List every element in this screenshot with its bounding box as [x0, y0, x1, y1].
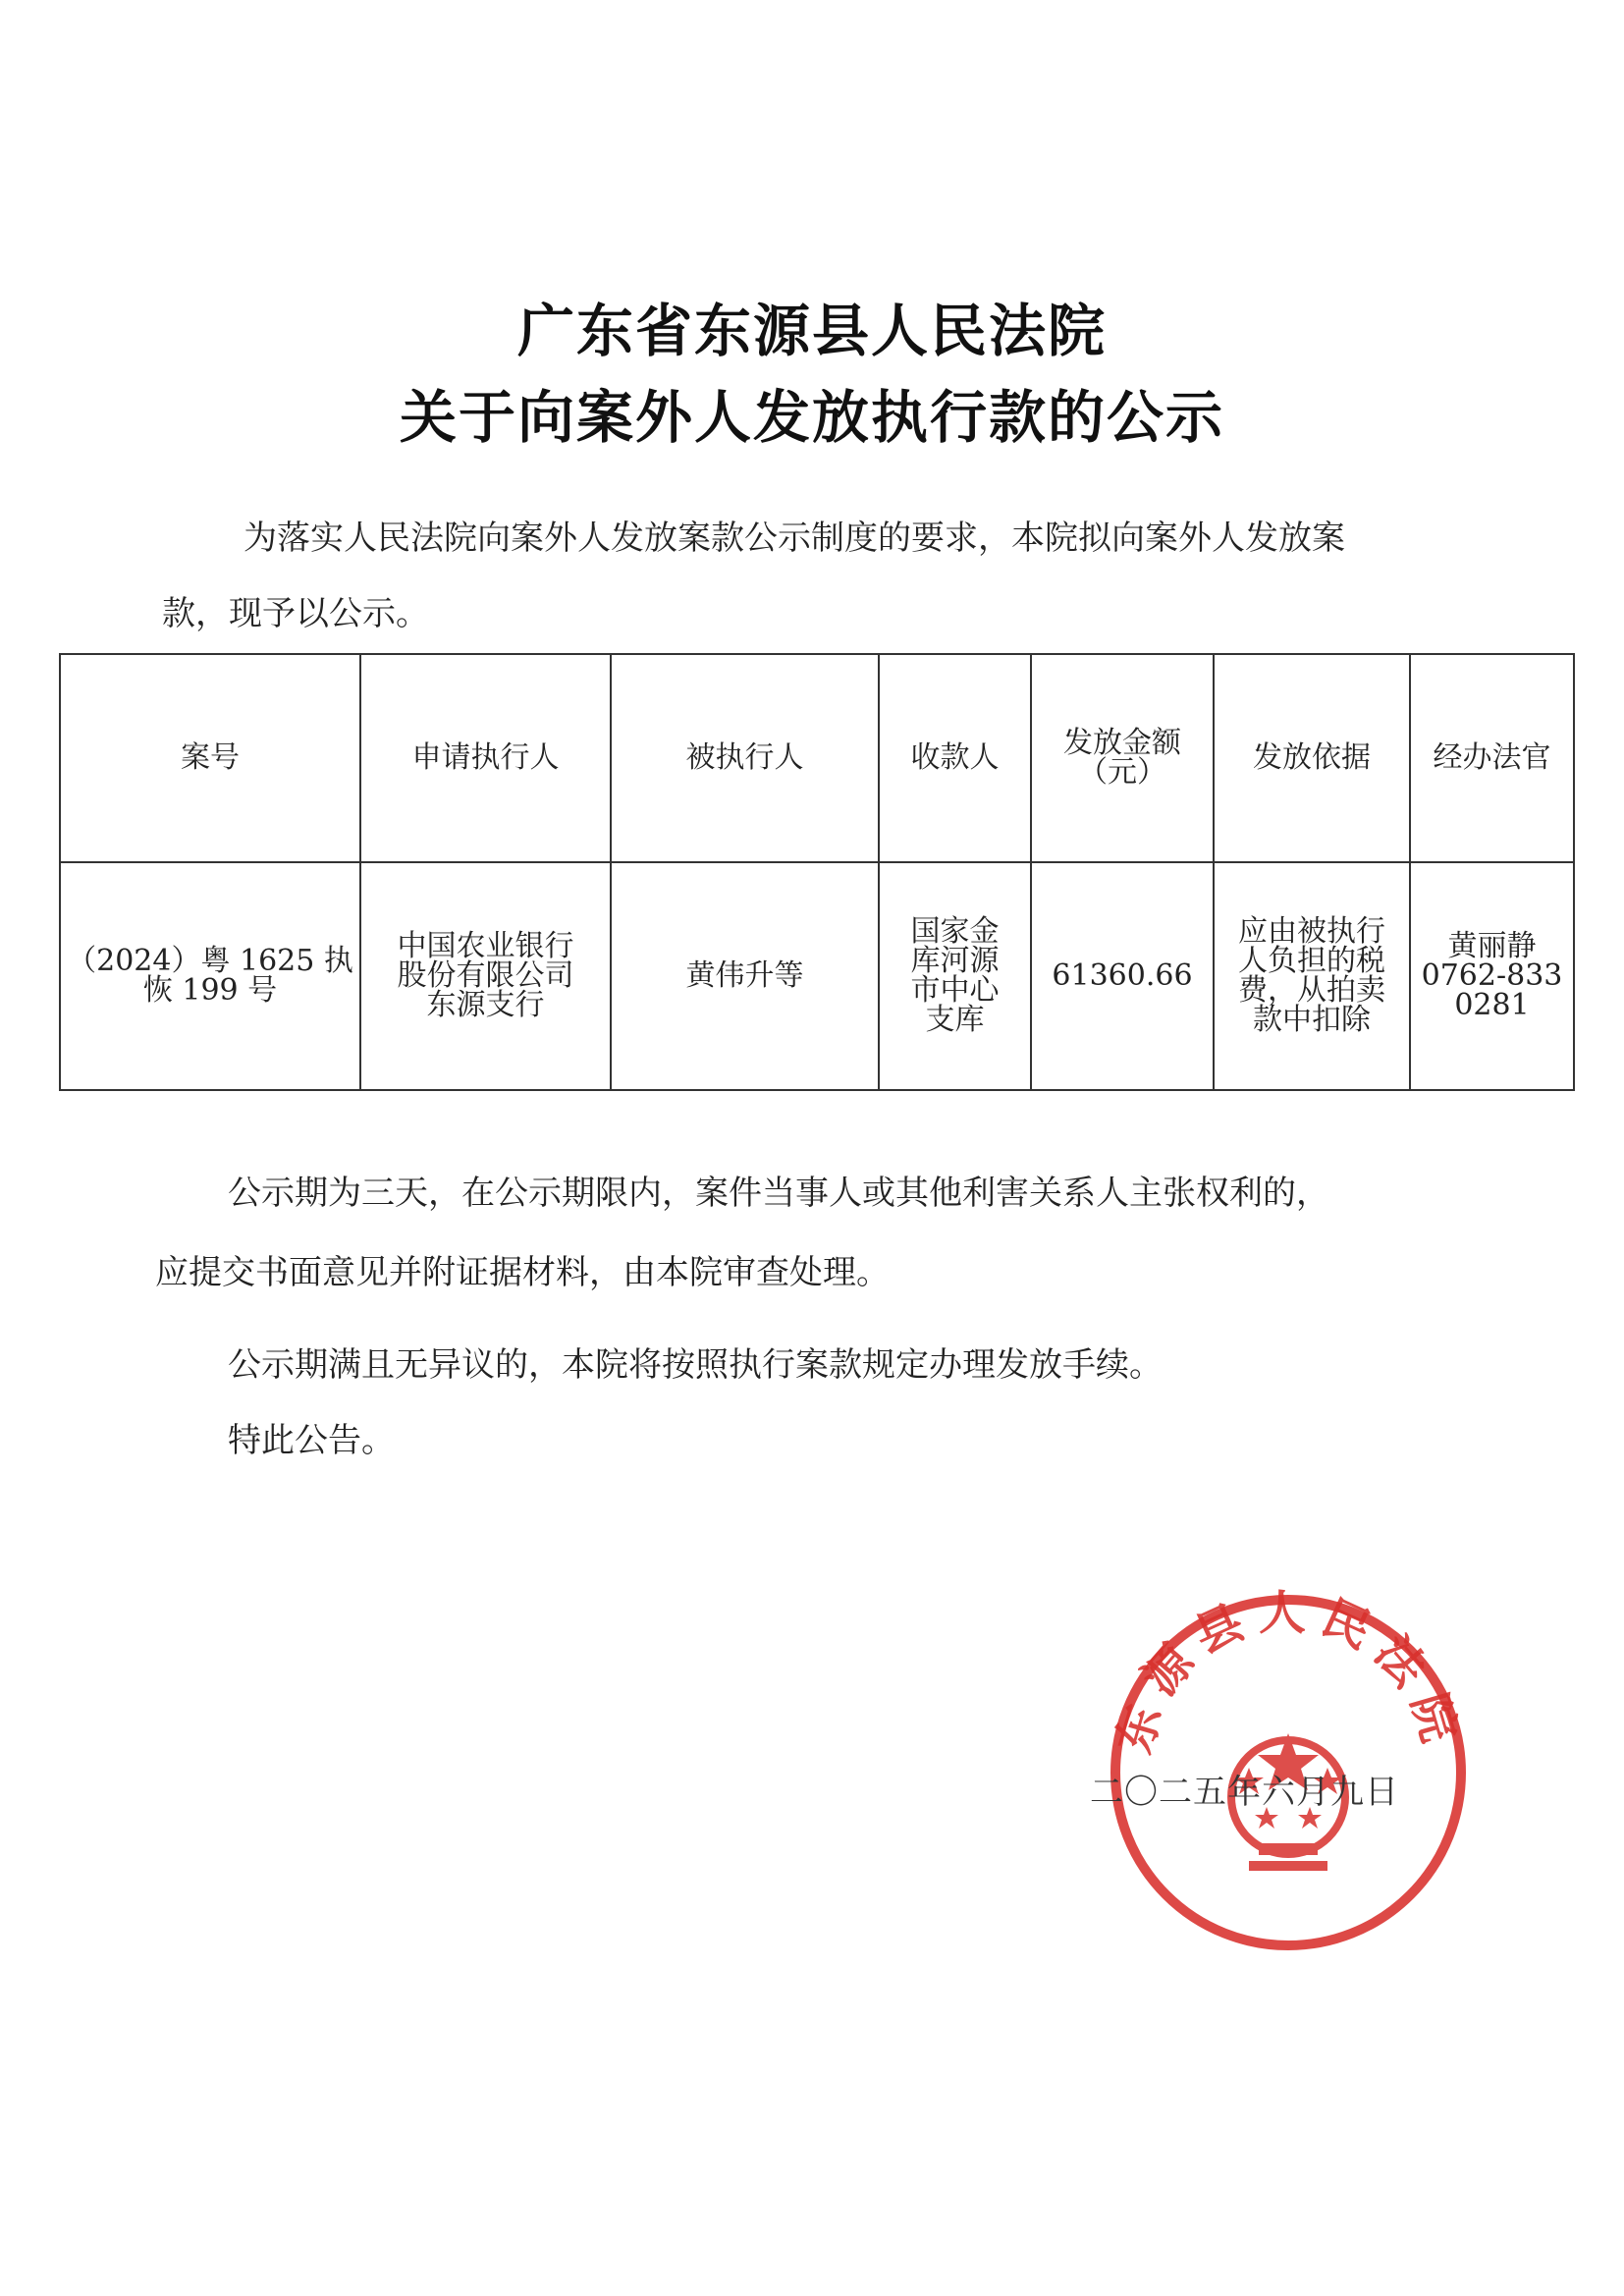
cell-respondent: 黄伟升等 — [611, 862, 879, 1090]
header-payee: 收款人 — [879, 654, 1031, 862]
basis-l4: 款中扣除 — [1253, 1003, 1371, 1037]
officer-phone-l1: 0762-833 — [1421, 958, 1563, 993]
seal-text: 东源县人民法院 — [1106, 1586, 1471, 1760]
payee-l1: 国家金 — [910, 914, 1000, 949]
applicant-l3: 东源支行 — [426, 988, 545, 1022]
header-amount-l2: （元） — [1078, 755, 1166, 790]
case-no-l2: 恢 199 号 — [142, 973, 278, 1008]
cell-payee — [879, 862, 1031, 1090]
officer-phone-l2: 0281 — [1454, 988, 1530, 1022]
cell-officer — [1410, 862, 1574, 1090]
header-basis: 发放依据 — [1214, 654, 1410, 862]
basis-l2: 人负担的税 — [1238, 944, 1385, 978]
para3: 特此公告。 — [228, 1421, 395, 1460]
header-amount-l1: 发放金额 — [1063, 726, 1181, 760]
header-amount — [1031, 654, 1214, 862]
table-row — [60, 862, 1574, 1090]
issue-date: 二〇二五年六月九日 — [1090, 1773, 1399, 1812]
payee-l4: 支库 — [925, 1003, 985, 1037]
document-title-line1: 广东省东源县人民法院 — [516, 298, 1107, 364]
cell-case-no — [60, 862, 360, 1090]
basis-l1: 应由被执行 — [1238, 914, 1385, 949]
disbursement-table — [59, 653, 1575, 1091]
cell-basis — [1214, 862, 1410, 1090]
payee-l3: 市中心 — [910, 973, 1000, 1008]
payee-l2: 库河源 — [910, 944, 1000, 978]
header-respondent: 被执行人 — [611, 654, 879, 862]
applicant-l2: 股份有限公司 — [397, 958, 574, 993]
header-case-no: 案号 — [60, 654, 360, 862]
applicant-l1: 中国农业银行 — [397, 929, 574, 963]
header-applicant: 申请执行人 — [360, 654, 611, 862]
para1-line1: 公示期为三天，在公示期限内，案件当事人或其他利害关系人主张权利的， — [228, 1174, 1329, 1213]
header-officer: 经办法官 — [1410, 654, 1574, 862]
intro-line2: 款，现予以公示。 — [162, 594, 429, 633]
para1-line2: 应提交书面意见并附证据材料，由本院审查处理。 — [155, 1253, 890, 1292]
cell-amount: 61360.66 — [1031, 862, 1214, 1090]
document-title-line2: 关于向案外人发放执行款的公示 — [399, 384, 1224, 451]
officer-name: 黄丽静 — [1447, 929, 1537, 963]
para2: 公示期满且无异议的，本院将按照执行案款规定办理发放手续。 — [228, 1345, 1163, 1385]
case-no-l1: （2024）粤 1625 执 — [67, 944, 353, 978]
table-header-row — [60, 654, 1574, 862]
basis-l3: 费，从拍卖 — [1238, 973, 1385, 1008]
cell-applicant — [360, 862, 611, 1090]
intro-line1: 为落实人民法院向案外人发放案款公示制度的要求，本院拟向案外人发放案 — [244, 519, 1345, 558]
